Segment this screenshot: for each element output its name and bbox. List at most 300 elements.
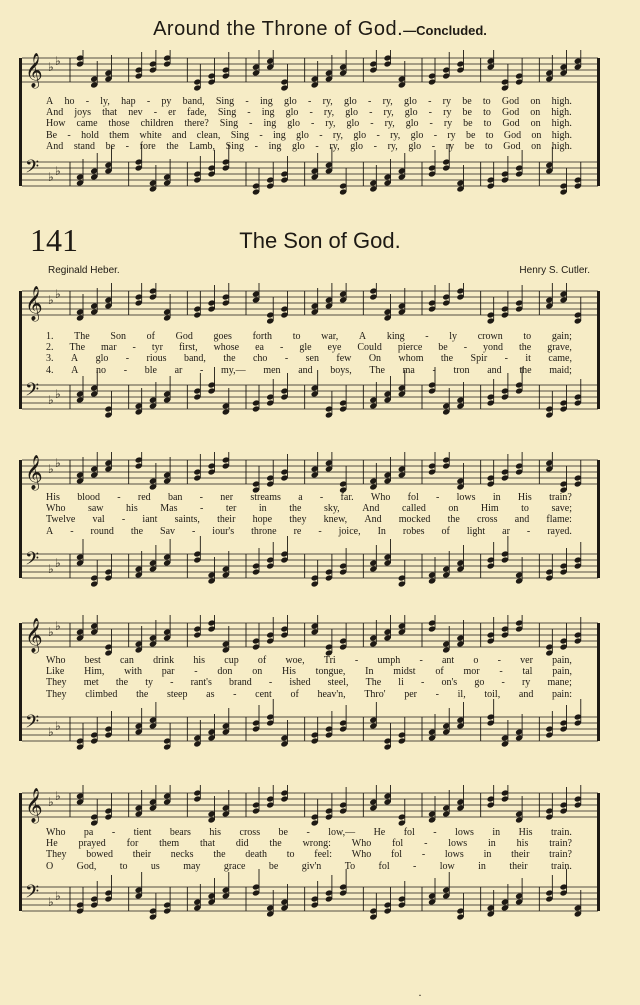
lyric-syllable: to: [484, 140, 493, 152]
lyric-syllable: grace: [223, 860, 246, 872]
flat-icon: ♭: [55, 54, 61, 68]
lyric-syllable: glo: [345, 107, 358, 119]
flat-icon: ♭: [55, 789, 61, 803]
flat-icon: ♭: [48, 895, 54, 909]
lyric-syllable: 4.: [46, 364, 54, 376]
lyric-syllable: -: [254, 140, 258, 152]
lyric-syllable: Who: [46, 503, 66, 515]
lyric-syllable: -: [191, 525, 196, 537]
lyric-syllable: to: [523, 331, 532, 342]
lyric-syllable: band,: [183, 353, 206, 365]
lyric-syllable: to: [521, 503, 529, 515]
lyric-syllable: -: [428, 107, 433, 119]
lyric-syllable: the: [136, 688, 149, 700]
lyric-syllable: save;: [551, 503, 572, 515]
lyric-syllable: no: [96, 364, 107, 376]
lyric-syllable: tyr: [151, 342, 163, 354]
lyric-syllable: yond: [483, 342, 504, 354]
lyric-syllable: robes: [402, 525, 425, 537]
lyric-line: [46, 514, 572, 525]
lyric-syllable: and: [514, 514, 530, 526]
lyric-syllable: nev: [128, 107, 143, 119]
flat-icon: ♭: [55, 456, 61, 470]
lyric-syllable: -: [279, 342, 284, 354]
lyric-syllable: A: [46, 96, 54, 107]
lyric-syllable: -: [425, 331, 429, 342]
lyric-syllable: Sav: [160, 525, 176, 537]
lyric-syllable: toil,: [484, 688, 501, 700]
lyric-syllable: iour's: [212, 525, 235, 537]
lyric-syllable: came: [76, 118, 98, 130]
flat-icon: ♭: [48, 625, 54, 639]
lyric-syllable: pain:: [551, 688, 572, 700]
lyric-syllable: stand: [73, 140, 95, 152]
lyric-syllable: on's: [441, 677, 458, 689]
previous-hymn-title: Around the Throne of God.: [153, 18, 404, 40]
treble-clef-icon: 𝄞: [25, 618, 43, 653]
lyric-syllable: ar: [174, 364, 183, 376]
lyric-syllable: their: [511, 849, 530, 861]
lyric-syllable: Tri: [323, 655, 336, 666]
lyric-syllable: The: [365, 677, 382, 689]
lyric-line: [46, 331, 572, 342]
lyric-syllable: tient: [133, 827, 152, 838]
lyric-syllable: In: [377, 525, 386, 537]
lyric-syllable: be: [268, 860, 279, 872]
lyric-syllable: in: [488, 838, 496, 850]
lyric-syllable: ry,: [383, 107, 394, 119]
lyric-line: [46, 107, 572, 118]
author-credit: Reginald Heber.: [48, 265, 120, 276]
lyric-line: [46, 689, 572, 700]
lyric-syllable: fol: [390, 849, 403, 861]
lyric-syllable: ry: [445, 140, 455, 152]
lyric-syllable: God: [501, 107, 520, 119]
lyric-syllable: -: [413, 860, 417, 872]
bass-clef-icon: 𝄢: [25, 882, 40, 907]
lyric-line: [46, 861, 572, 872]
lyric-syllable: -: [308, 96, 312, 107]
lyric-syllable: ished: [289, 677, 311, 689]
lyric-syllable: His: [46, 492, 60, 503]
lyric-syllable: -: [318, 525, 322, 537]
lyric-syllable: -: [373, 140, 377, 152]
lyric-line: [46, 365, 572, 376]
lyric-syllable: the: [115, 677, 129, 689]
lyric-syllable: cent: [255, 688, 272, 700]
lyric-syllable: glo: [95, 353, 109, 365]
lyric-syllable: round: [90, 525, 114, 537]
lyric-syllable: -: [368, 96, 372, 107]
lyric-syllable: came,: [548, 353, 572, 365]
lyric-syllable: And: [364, 514, 382, 526]
lyric-syllable: prayed: [78, 838, 106, 850]
previous-hymn-lyrics: [46, 96, 572, 152]
lyric-line: [46, 130, 572, 141]
lyric-syllable: -: [526, 525, 531, 537]
lyric-syllable: ry: [447, 129, 456, 141]
lyric-syllable: glo: [353, 129, 367, 141]
lyric-syllable: -: [123, 364, 128, 376]
lyric-syllable: joys: [74, 107, 91, 119]
flat-icon: ♭: [55, 164, 61, 178]
lyric-syllable: the: [519, 364, 532, 376]
lyric-syllable: glo: [346, 118, 360, 130]
lyric-syllable: glo: [284, 96, 297, 107]
flat-icon: ♭: [55, 889, 61, 903]
lyric-syllable: -: [85, 96, 90, 107]
lyric-syllable: forth: [252, 331, 273, 342]
lyric-syllable: -: [125, 140, 130, 152]
lyric-syllable: saints,: [174, 514, 200, 526]
lyric-syllable: ing: [273, 129, 286, 141]
lyric-syllable: mar: [101, 342, 117, 354]
lyric-syllable: bears: [169, 827, 191, 838]
system-lyrics: [46, 655, 572, 700]
lyric-syllable: glo: [296, 129, 309, 141]
lyric-syllable: rayed.: [547, 525, 572, 537]
lyric-syllable: far.: [340, 492, 354, 503]
hymn-system-1: [0, 283, 640, 423]
lyric-syllable: steel,: [327, 677, 349, 689]
flat-icon: ♭: [55, 619, 61, 633]
lyric-syllable: in: [492, 492, 501, 503]
lyric-syllable: streams: [250, 492, 281, 503]
lyric-syllable: A: [70, 353, 79, 365]
lyric-syllable: train?: [549, 849, 572, 861]
lyric-syllable: Who: [46, 655, 66, 666]
lyric-syllable: train?: [549, 838, 572, 850]
lyric-syllable: Sing: [219, 118, 239, 130]
lyric-syllable: The: [74, 331, 90, 342]
lyric-syllable: ry,: [384, 118, 395, 130]
lyric-syllable: -: [194, 666, 198, 678]
lyric-syllable: ry,: [323, 107, 335, 119]
lyric-syllable: ry: [443, 107, 452, 119]
lyric-syllable: -: [428, 96, 432, 107]
hymn-system-2: [0, 452, 640, 592]
lyric-syllable: ea: [255, 342, 264, 354]
lyric-syllable: ry: [521, 677, 531, 689]
lyric-syllable: ban: [167, 492, 183, 503]
lyric-syllable: band,: [182, 96, 205, 107]
lyric-syllable: the: [213, 849, 226, 861]
lyric-syllable: of: [257, 655, 267, 666]
lyric-syllable: li: [398, 677, 404, 689]
flat-icon: ♭: [48, 60, 54, 74]
lyric-syllable: O: [46, 860, 54, 872]
lyric-syllable: high.: [551, 96, 572, 107]
lyric-syllable: ry,: [332, 129, 344, 141]
lyric-syllable: mane;: [547, 677, 572, 689]
lyric-syllable: Sing: [225, 140, 245, 152]
lyric-syllable: cross: [477, 514, 498, 526]
lyric-syllable: clean,: [196, 129, 221, 141]
lyric-syllable: Him,: [84, 666, 105, 678]
lyric-syllable: -: [125, 353, 130, 365]
lyric-syllable: in: [483, 849, 492, 861]
lyric-line: [46, 96, 572, 107]
page-mark: ·: [418, 988, 422, 1002]
lyric-syllable: ant: [441, 655, 455, 666]
lyric-syllable: mocked: [398, 514, 431, 526]
lyric-syllable: grave,: [547, 342, 572, 354]
lyric-syllable: low,—: [328, 827, 356, 838]
lyric-syllable: -: [433, 129, 438, 141]
flat-icon: ♭: [55, 719, 61, 733]
lyric-syllable: his: [126, 503, 138, 515]
lyric-syllable: -: [247, 107, 251, 119]
lyric-syllable: ry: [443, 118, 453, 130]
lyric-syllable: tongue,: [315, 666, 346, 678]
lyric-syllable: pain,: [552, 666, 572, 678]
lyric-syllable: God: [501, 96, 520, 107]
lyric-syllable: iant: [142, 514, 158, 526]
flat-icon: ♭: [55, 556, 61, 570]
lyric-syllable: -: [153, 107, 158, 119]
lyric-syllable: fol: [392, 838, 404, 850]
bass-clef-icon: 𝄢: [25, 549, 40, 574]
bass-clef-icon: 𝄢: [25, 380, 40, 405]
lyric-syllable: flame:: [546, 514, 572, 526]
lyric-syllable: par: [161, 666, 175, 678]
treble-clef-icon: 𝄞: [25, 53, 43, 88]
lyric-syllable: necks: [170, 849, 194, 861]
lyric-syllable: -: [424, 838, 428, 850]
lyric-syllable: saw: [87, 503, 104, 515]
lyric-syllable: They: [46, 688, 67, 700]
lyric-syllable: blood: [77, 492, 100, 503]
lyric-syllable: -: [319, 492, 324, 503]
lyric-syllable: ry: [442, 96, 451, 107]
lyric-line: [46, 141, 572, 152]
lyric-syllable: glo: [285, 107, 299, 119]
lyric-line: [46, 827, 572, 838]
lyric-syllable: death: [245, 849, 267, 861]
hymn-number: 141: [30, 222, 78, 258]
lyric-syllable: umph: [377, 655, 401, 666]
lyric-syllable: They: [46, 677, 67, 689]
lyric-syllable: be: [105, 140, 116, 152]
lyric-syllable: -: [245, 96, 249, 107]
lyric-syllable: Twelve: [46, 514, 76, 526]
lyric-syllable: on: [530, 107, 541, 119]
previous-hymn-system: [0, 50, 640, 200]
lyric-line: [46, 677, 572, 688]
lyric-syllable: He: [46, 838, 58, 850]
lyric-syllable: my,—: [221, 364, 246, 376]
lyric-syllable: woe,: [285, 655, 305, 666]
lyric-syllable: there?: [184, 118, 209, 130]
lyric-syllable: fol: [407, 492, 419, 503]
lyric-syllable: knew,: [323, 514, 348, 526]
lyric-syllable: -: [200, 364, 204, 376]
lyric-syllable: climbed: [85, 688, 118, 700]
lyric-syllable: -: [499, 666, 503, 678]
lyric-syllable: mor: [463, 666, 480, 678]
lyric-syllable: low: [439, 860, 455, 872]
lyric-syllable: re: [293, 525, 302, 537]
lyric-syllable: 2.: [46, 342, 54, 354]
treble-clef-icon: 𝄞: [25, 788, 43, 823]
lyric-syllable: ble: [144, 364, 157, 376]
lyric-syllable: for: [126, 838, 139, 850]
lyric-syllable: red: [137, 492, 151, 503]
lyric-syllable: the: [289, 503, 302, 515]
lyric-syllable: fol: [403, 827, 415, 838]
lyric-syllable: on: [531, 129, 542, 141]
lyric-syllable: glo: [404, 107, 418, 119]
lyric-syllable: -: [132, 342, 136, 354]
lyric-syllable: the: [166, 140, 179, 152]
lyric-syllable: be: [462, 96, 472, 107]
lyric-syllable: sky,: [323, 503, 340, 515]
previous-hymn-title-row: [0, 18, 640, 41]
lyric-syllable: glo: [404, 96, 417, 107]
lyric-syllable: first,: [178, 342, 198, 354]
system-lyrics: [46, 331, 572, 376]
lyric-syllable: ing: [260, 96, 273, 107]
lyric-syllable: Who: [46, 827, 66, 838]
lyric-syllable: hap: [121, 96, 136, 107]
hymn-system-4: [0, 785, 640, 925]
lyric-syllable: gle: [299, 342, 312, 354]
lyric-syllable: few: [336, 353, 352, 365]
lyric-line: [46, 655, 572, 666]
lyric-syllable: glo: [410, 129, 424, 141]
lyric-line: [46, 503, 572, 514]
lyric-syllable: ry,: [329, 140, 340, 152]
system-lyrics: [46, 492, 572, 537]
lyric-syllable: And: [362, 503, 380, 515]
lyric-syllable: to: [483, 107, 491, 119]
lyric-syllable: -: [429, 118, 433, 130]
lyric-syllable: white: [139, 129, 162, 141]
lyric-syllable: ry,: [325, 118, 336, 130]
lyric-syllable: train.: [551, 827, 572, 838]
lyric-syllable: -: [354, 655, 359, 666]
lyric-syllable: ner: [220, 492, 234, 503]
lyric-syllable: go: [474, 677, 485, 689]
lyric-syllable: -: [504, 353, 508, 365]
flat-icon: ♭: [48, 393, 54, 407]
lyric-syllable: God,: [76, 860, 97, 872]
lyric-syllable: per: [404, 688, 417, 700]
lyric-syllable: to: [485, 129, 494, 141]
treble-clef-icon: 𝄞: [25, 455, 43, 490]
lyric-syllable: -: [376, 129, 380, 141]
lyric-syllable: Sing: [230, 129, 250, 141]
lyric-syllable: in: [492, 827, 501, 838]
lyric-syllable: the: [269, 838, 282, 850]
lyric-syllable: ter: [225, 503, 237, 515]
lyric-syllable: -: [369, 107, 373, 119]
lyric-syllable: val: [92, 514, 105, 526]
lyric-syllable: lows: [448, 838, 468, 850]
lyric-syllable: brand: [228, 677, 252, 689]
lyric-syllable: Lamb,: [189, 140, 216, 152]
lyric-syllable: the: [223, 353, 236, 365]
lyric-syllable: ar: [502, 525, 510, 537]
hymn-title: The Son of God.: [239, 228, 401, 253]
lyric-syllable: 1.: [46, 331, 54, 342]
lyric-syllable: and: [487, 364, 502, 376]
lyric-syllable: of: [290, 688, 299, 700]
lyric-syllable: How: [46, 118, 66, 130]
lyric-syllable: His: [517, 492, 532, 503]
lyric-syllable: fade,: [187, 107, 207, 119]
flat-icon: ♭: [55, 387, 61, 401]
lyric-syllable: pierce: [397, 342, 423, 354]
lyric-syllable: cross: [239, 827, 261, 838]
lyric-syllable: And: [46, 107, 64, 119]
lyric-syllable: -: [315, 140, 319, 152]
lyric-syllable: ry,: [322, 96, 333, 107]
lyric-syllable: boys,: [330, 364, 352, 376]
lyric-syllable: that: [102, 107, 118, 119]
lyric-line: [46, 666, 572, 677]
lyric-syllable: be: [466, 129, 476, 141]
lyric-syllable: -: [421, 677, 425, 689]
lyric-syllable: glo: [350, 140, 363, 152]
lyric-syllable: -: [70, 525, 74, 537]
lyric-line: [46, 526, 572, 537]
lyric-syllable: to: [482, 96, 491, 107]
lyric-syllable: the: [447, 514, 460, 526]
lyric-syllable: his: [193, 655, 206, 666]
lyric-syllable: be: [463, 118, 473, 130]
lyric-syllable: they: [289, 514, 307, 526]
lyric-syllable: a: [298, 492, 303, 503]
composer-credit: Henry S. Cutler.: [519, 265, 590, 276]
lyric-syllable: ing: [261, 107, 275, 119]
lyric-syllable: high.: [551, 118, 572, 130]
flat-icon: ♭: [55, 287, 61, 301]
lyric-syllable: be: [438, 342, 448, 354]
lyric-syllable: Him: [480, 503, 499, 515]
lyric-syllable: on: [448, 503, 459, 515]
lyric-syllable: train.: [551, 860, 572, 872]
lyric-syllable: To: [344, 860, 356, 872]
lyric-syllable: ry,: [387, 140, 398, 152]
lyric-syllable: lows: [455, 827, 474, 838]
lyric-syllable: glo: [344, 96, 357, 107]
lyric-syllable: hope: [252, 514, 273, 526]
lyric-syllable: On: [368, 353, 382, 365]
lyric-syllable: Spir: [470, 353, 488, 365]
lyric-syllable: whose: [213, 342, 240, 354]
lyric-syllable: and: [298, 364, 313, 376]
lyric-syllable: us: [150, 860, 160, 872]
lyric-syllable: that: [200, 838, 215, 850]
lyric-syllable: They: [46, 849, 67, 861]
lyric-syllable: A: [46, 525, 54, 537]
lyric-syllable: -: [497, 655, 501, 666]
lyric-syllable: fol: [378, 860, 390, 872]
lyric-syllable: cup: [224, 655, 239, 666]
lyric-syllable: whom: [398, 353, 424, 365]
lyric-syllable: the: [519, 342, 532, 354]
lyric-syllable: high.: [551, 107, 572, 119]
lyric-syllable: God: [503, 129, 522, 141]
lyric-syllable: maid;: [549, 364, 572, 376]
lyric-syllable: and: [172, 129, 187, 141]
lyric-line: [46, 342, 572, 353]
lyric-syllable: glo: [405, 118, 419, 130]
flat-icon: ♭: [48, 462, 54, 476]
lyric-syllable: ly,: [100, 96, 110, 107]
lyric-syllable: hold: [81, 129, 99, 141]
